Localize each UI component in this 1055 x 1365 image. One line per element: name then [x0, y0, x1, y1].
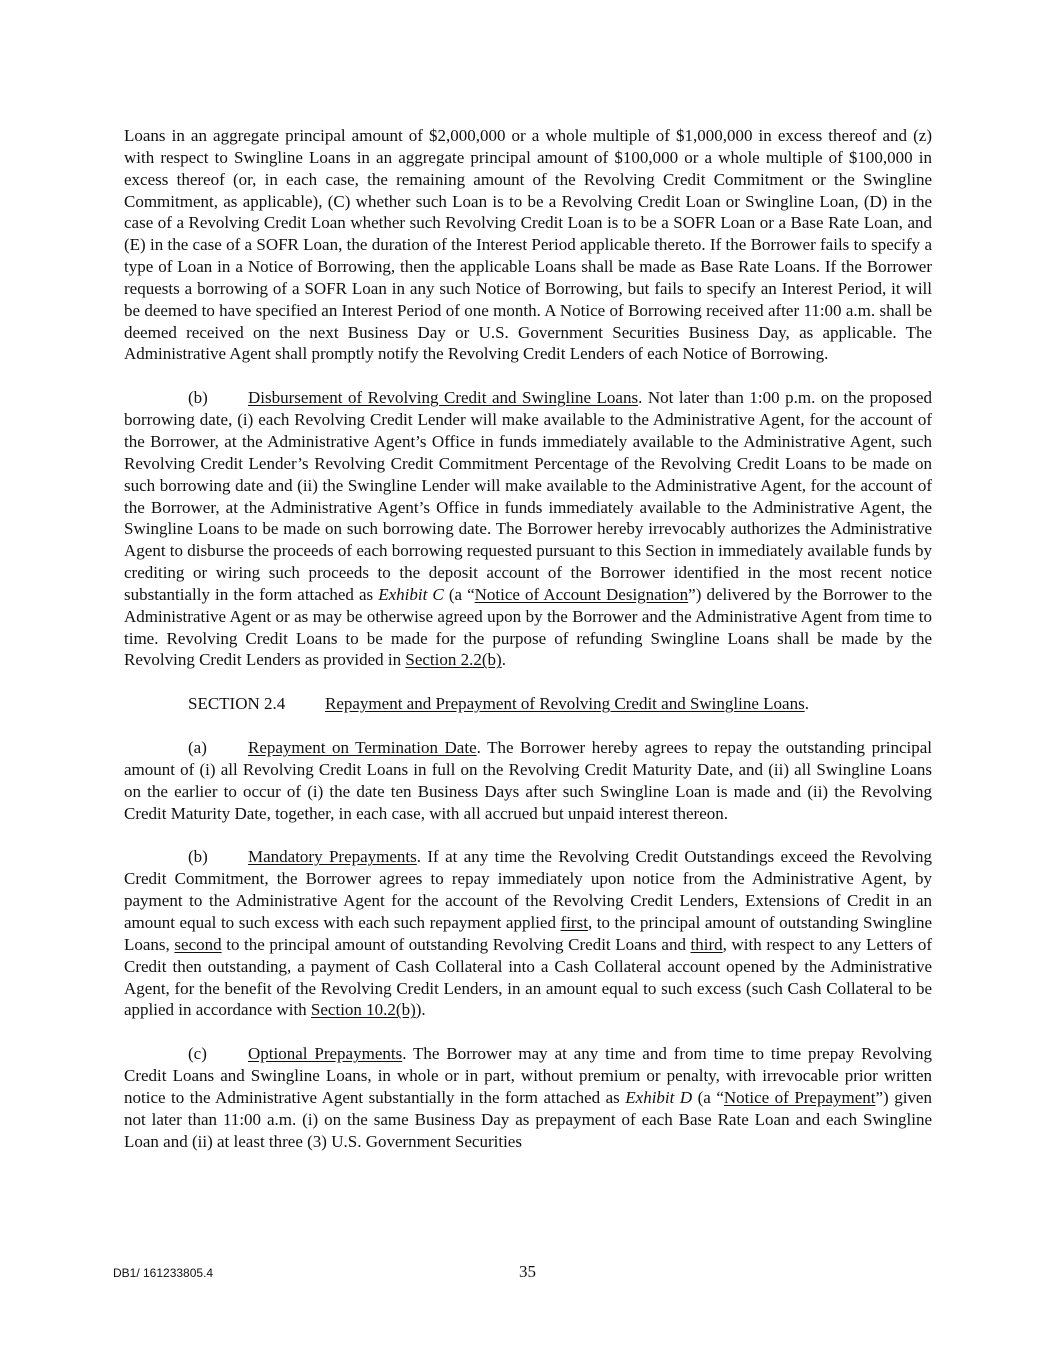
section-number: SECTION 2.4: [188, 694, 286, 714]
paragraph-gap: [124, 715, 932, 737]
section-reference: Section 2.2(b): [405, 650, 502, 670]
paragraph-gap: [124, 824, 932, 846]
ordinal-first: first: [560, 913, 588, 932]
paragraph-mandatory-prepayments: [124, 846, 932, 1021]
paragraph-repayment: [124, 737, 932, 824]
paragraph-text: . The Borrower hereby agrees to repay the outstanding principal amount of (i) all Revolving Credit Loans in full on the Revolving Credit Maturity Date, and (ii) all Swingline Loans on the earlier to occur of (i) the date ten Business Days after such Swingline Loan is made and (ii) the Revolving Credit Maturity Date, together, in each case, with all accrued but unpaid interest thereon.: [124, 738, 933, 823]
paragraph-text: . The Borrower may at any time and from time to time prepay Revolving Credit Loans and Swingline Loans, in whole or in part, without premium or penalty, with irrevocable prior written notice to the Administrative Agent substantially in the form attached as: [124, 1044, 932, 1107]
document-body: [124, 125, 932, 1152]
clause-marker: (a): [188, 738, 207, 758]
clause-heading: Optional Prepayments: [248, 1044, 403, 1064]
paragraph-text: . Not later than 1:00 p.m. on the proposed borrowing date, (i) each Revolving Credit Lender will make available to the Administrative Agent, for the account of the Borrower, at the Administrative Agent’s Office in funds immediately available to the Administrative Agent, such Revolving Credit Lender’s Revolving Credit Commitment Percentage of the Revolving Credit Loans to be made on such borrowing date and (ii) the Swingline Lender will make available to the Administrative Agent, for the account of the Borrower, at the Administrative Agent’s Office in funds immediately available to the Administrative Agent, the Swingline Loans to be made on such borrowing date. The Borrower hereby irrevocably authorizes the Administrative Agent to disburse the proceeds of each borrowing requested pursuant to this Section in immediately available funds by crediting or wiring such proceeds to the deposit account of the Borrower identified in the most recent notice substantially in the form attached as: [124, 388, 932, 604]
paragraph-text: , with respect to any Letters of Credit then outstanding, a payment of Cash Collateral into a Cash Collateral account opened by the Administrative Agent, for the benefit of the Revolving Credit Lenders, in an amount equal to such excess (such Cash Collateral to be applied in accordance with: [124, 934, 932, 1020]
paragraph-optional-prepayments: [124, 1043, 932, 1152]
page-number: 35: [519, 1262, 536, 1281]
clause-heading: Repayment on Termination Date: [248, 738, 477, 758]
clause-heading: Mandatory Prepayments: [248, 847, 417, 867]
exhibit-reference: Exhibit D: [625, 1087, 693, 1107]
ordinal-second: second: [174, 934, 222, 954]
paragraph-text: ”) delivered by the Borrower to the Administrative Agent or as may be otherwise agreed upon by the Borrower and the Administrative Agent from time to time. Revolving Credit Loans to be made for the purpose of refunding Swingline Loans shall be made by the Revolving Credit Lenders as provided in: [124, 584, 932, 670]
document-id: DB1/ 161233805.4: [113, 1266, 214, 1280]
paragraph-text: (a “: [692, 1087, 724, 1107]
paragraph-text: to the principal amount of outstanding Revolving Credit Loans and: [221, 934, 691, 954]
clause-heading: Disbursement of Revolving Credit and Swingline Loans: [248, 388, 639, 408]
paragraph-gap: [124, 671, 932, 693]
paragraph-gap: [124, 1021, 932, 1043]
clause-marker: (b): [188, 847, 208, 867]
section-title: Repayment and Prepayment of Revolving Credit and Swingline Loans: [325, 694, 805, 714]
defined-term: Notice of Prepayment: [723, 1087, 876, 1107]
exhibit-reference: Exhibit C: [378, 584, 444, 604]
clause-marker: (b): [188, 388, 208, 408]
ordinal-third: third: [690, 934, 723, 954]
paragraph-notice-of-borrowing: [124, 125, 932, 365]
paragraph-text: .: [501, 650, 506, 670]
defined-term: Notice of Account Designation: [474, 584, 689, 604]
paragraph-text: (a “: [443, 584, 475, 604]
paragraph-text: . If at any time the Revolving Credit Outstandings exceed the Revolving Credit Commitment, the Borrower agrees to repay immediately upon notice from the Administrative Agent, by payment to the Administrative Agent for the account of the Revolving Credit Lenders, Extensions of Credit in an amount equal to such excess with each such repayment applied: [124, 847, 933, 932]
clause-marker: (c): [188, 1044, 207, 1064]
paragraph-text: ).: [415, 1000, 426, 1020]
section-title-tail: .: [804, 694, 809, 714]
section-heading: [124, 693, 932, 715]
section-reference: Section 10.2(b): [310, 1000, 416, 1020]
paragraph-disbursement: [124, 387, 932, 671]
paragraph-text: Loans in an aggregate principal amount of $2,000,000 or a whole multiple of $1,000,000 in excess thereof and (z) with respect to Swingline Loans in an aggregate principal amount of $100,000 or a whole multiple of $100,000 in excess thereof (or, in each case, the remaining amount of the Revolving Credit Commitment or the Swingline Commitment, as applicable), (C) whether such Loan is to be a Revolving Credit Loan or Swingline Loan, (D) in the case of a Revolving Credit Loan whether such Revolving Credit Loan is to be a SOFR Loan or a Base Rate Loan, and (E) in the case of a SOFR Loan, the duration of the Interest Period applicable thereto. If the Borrower fails to specify a type of Loan in a Notice of Borrowing, then the applicable Loans shall be made as Base Rate Loans. If the Borrower requests a borrowing of a SOFR Loan in any such Notice of Borrowing, but fails to specify an Interest Period, it will be deemed to have specified an Interest Period of one month. A Notice of Borrowing received after 11:00 a.m. shall be deemed received on the next Business Day or U.S. Government Securities Business Day, as applicable. The Administrative Agent shall promptly notify the Revolving Credit Lenders of each Notice of Borrowing.: [124, 126, 932, 364]
paragraph-text: , to the principal amount of outstanding Swingline Loans,: [124, 913, 933, 954]
paragraph-text: ”) given not later than 11:00 a.m. (i) on the same Business Day as prepayment of each Base Rate Loan and each Swingline Loan and (ii) at least three (3) U.S. Government Securities: [124, 1087, 932, 1151]
paragraph-gap: [124, 365, 932, 387]
